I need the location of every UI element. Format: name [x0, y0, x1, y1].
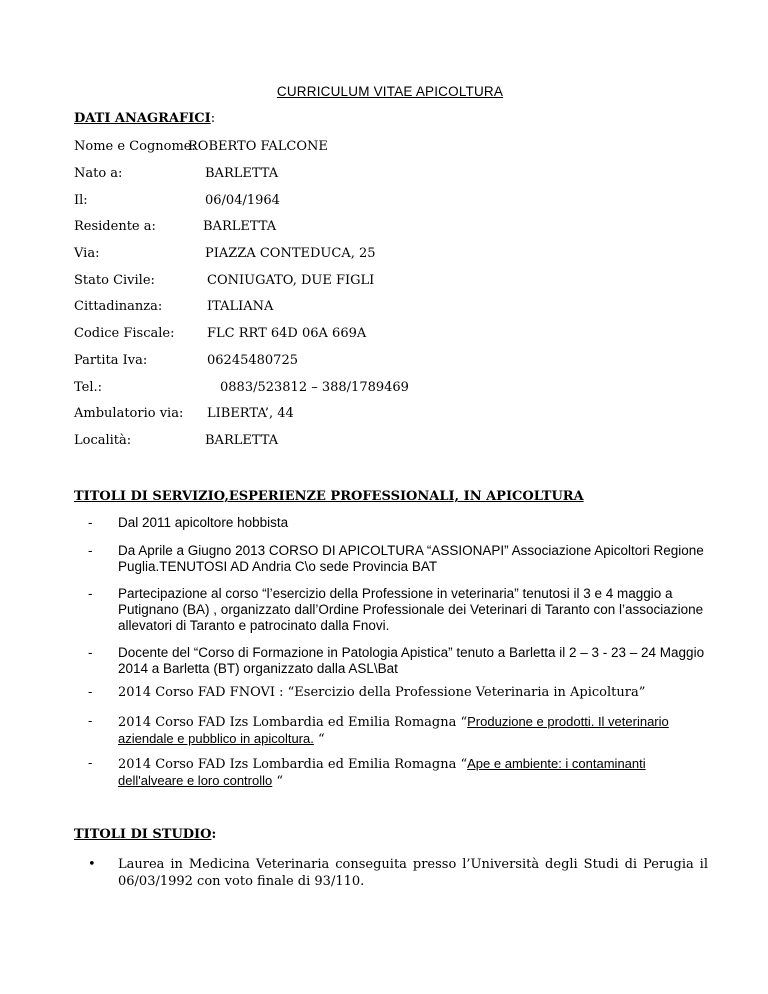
section-heading-anagrafici: DATI ANAGRAFICI: [74, 111, 216, 126]
dash-marker: - [88, 515, 93, 530]
field-value: BARLETTA [205, 433, 279, 448]
field-label: Codice Fiscale: [74, 326, 175, 341]
list-item-text: Laurea in Medicina Veterinaria conseguita presso l’Università degli Studi di Perugia il 06/03/1992 con voto finale di 93/110. [118, 857, 708, 889]
dash-marker: - [88, 714, 93, 729]
list-item-text: Docente del “Corso di Formazione in Patologia Apistica” tenuto a Barletta il 2 – 3 - 23 – 24 Maggio 2014 a Barletta (BT) organizzato dalla ASL\Bat [118, 645, 705, 676]
field-value: ITALIANA [207, 299, 274, 314]
list-item-text: Da Aprile a Giugno 2013 CORSO DI APICOLTURA “ASSIONAPI” Associazione Apicoltori Regione Puglia.TENUTOSI AD Andria C\o sede Provincia BAT [118, 543, 704, 574]
document-title: CURRICULUM VITAE APICOLTURA [276, 84, 504, 99]
list-item-text: 2014 Corso FAD Izs Lombardia ed Emilia Romagna “Produzione e prodotti. Il veterinario aziendale e pubblico in apicoltura. “ [118, 714, 669, 747]
dash-marker: - [88, 645, 93, 660]
field-label: Ambulatorio via: [74, 406, 184, 421]
field-value: ROBERTO FALCONE [188, 139, 328, 154]
field-label: Cittadinanza: [74, 299, 163, 314]
dash-marker: - [88, 685, 93, 700]
course-title-link[interactable]: Ape e ambiente: i contaminanti dell'alveare e loro controllo [118, 756, 646, 788]
field-label: Partita Iva: [74, 353, 148, 368]
field-label: Nato a: [74, 166, 123, 181]
field-value: 06/04/1964 [205, 193, 280, 208]
field-label: Residente a: [74, 219, 156, 234]
list-item-text: 2014 Corso FAD FNOVI : “Esercizio della Professione Veterinaria in Apicoltura” [118, 685, 646, 700]
section-heading-servizio: TITOLI DI SERVIZIO,ESPERIENZE PROFESSIONALI, IN APICOLTURA [74, 489, 584, 504]
field-value: FLC RRT 64D 06A 669A [207, 326, 367, 341]
field-label: Nome e Cognome: [74, 139, 196, 154]
dash-marker: - [88, 756, 93, 771]
field-value: BARLETTA [205, 166, 279, 181]
field-label: Il: [74, 193, 88, 208]
field-value: PIAZZA CONTEDUCA, 25 [205, 246, 376, 261]
section-heading-studio: TITOLI DI STUDIO: [74, 827, 217, 842]
field-value: 06245480725 [207, 353, 298, 368]
dash-marker: - [88, 543, 93, 558]
list-item-text: Dal 2011 apicoltore hobbista [118, 515, 289, 530]
field-value: 0883/523812 – 388/1789469 [220, 380, 409, 395]
course-title-link[interactable]: Produzione e prodotti. Il veterinario aziendale e pubblico in apicoltura. [118, 714, 669, 746]
list-item-text: Partecipazione al corso “l’esercizio della Professione in veterinaria” tenutosi il 3 e 4 maggio a Putignano (BA) , organizzato dall’Ordine Professionale dei Veterinari di Taranto con l’associazione allevatori di Taranto e patrocinato dalla Fnovi. [118, 586, 704, 633]
field-value: CONIUGATO, DUE FIGLI [207, 273, 375, 288]
field-label: Via: [74, 246, 100, 261]
field-label: Tel.: [74, 380, 103, 395]
list-item-text: 2014 Corso FAD Izs Lombardia ed Emilia Romagna “Ape e ambiente: i contaminanti dell'alveare e loro controllo “ [118, 756, 646, 789]
field-label: Località: [74, 433, 132, 448]
field-value: BARLETTA [203, 219, 277, 234]
bullet-marker: • [88, 857, 96, 872]
dash-marker: - [88, 586, 93, 601]
field-value: LIBERTA’, 44 [207, 406, 294, 421]
field-label: Stato Civile: [74, 273, 155, 288]
